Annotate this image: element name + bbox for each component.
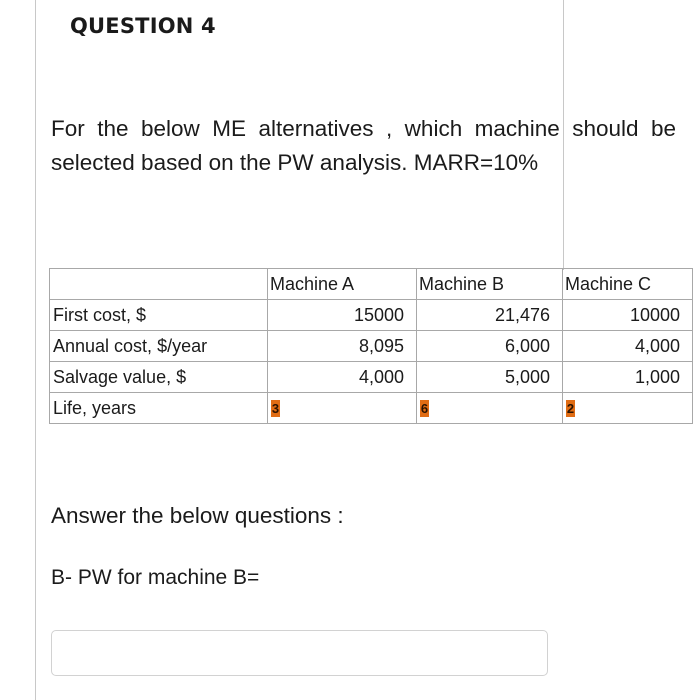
table-header-machine-b: Machine B: [417, 269, 563, 300]
answer-input[interactable]: [51, 630, 548, 676]
table-row: [50, 331, 693, 362]
table-header-machine-c: Machine C: [563, 269, 693, 300]
row-label-salvage-value: Salvage value, $: [50, 362, 268, 393]
cell-salvage-a: 4,000: [268, 362, 417, 393]
question-prompt: For the below ME alternatives , which machine should be selected based on the PW analysis. MARR=10%: [51, 116, 676, 175]
cell-life-a: [268, 393, 417, 424]
cell-annual-cost-c: 4,000: [563, 331, 693, 362]
life-marker-a: 3: [271, 401, 280, 417]
cell-first-cost-a: 15000: [268, 300, 417, 331]
table-row: [50, 393, 693, 424]
table-header-empty: [50, 269, 268, 300]
alternatives-table: [49, 268, 693, 424]
cell-annual-cost-a: 8,095: [268, 331, 417, 362]
row-label-life: Life, years: [50, 393, 268, 424]
cell-salvage-c: 1,000: [563, 362, 693, 393]
cell-salvage-b: 5,000: [417, 362, 563, 393]
table-row: [50, 362, 693, 393]
row-label-annual-cost: Annual cost, $/year: [50, 331, 268, 362]
cell-annual-cost-b: 6,000: [417, 331, 563, 362]
table-header-row: [50, 269, 693, 300]
cell-life-b: [417, 393, 563, 424]
cell-first-cost-c: 10000: [563, 300, 693, 331]
answer-instructions: Answer the below questions :: [51, 503, 344, 528]
life-marker-c: 2: [566, 401, 575, 417]
cell-life-c: [563, 393, 693, 424]
table-row: [50, 300, 693, 331]
cell-first-cost-b: 21,476: [417, 300, 563, 331]
sub-question-label: B- PW for machine B=: [51, 566, 260, 589]
question-title: QUESTION 4: [70, 14, 216, 38]
life-marker-b: 6: [420, 401, 429, 417]
table-header-machine-a: Machine A: [268, 269, 417, 300]
left-divider: [35, 0, 36, 700]
row-label-first-cost: First cost, $: [50, 300, 268, 331]
